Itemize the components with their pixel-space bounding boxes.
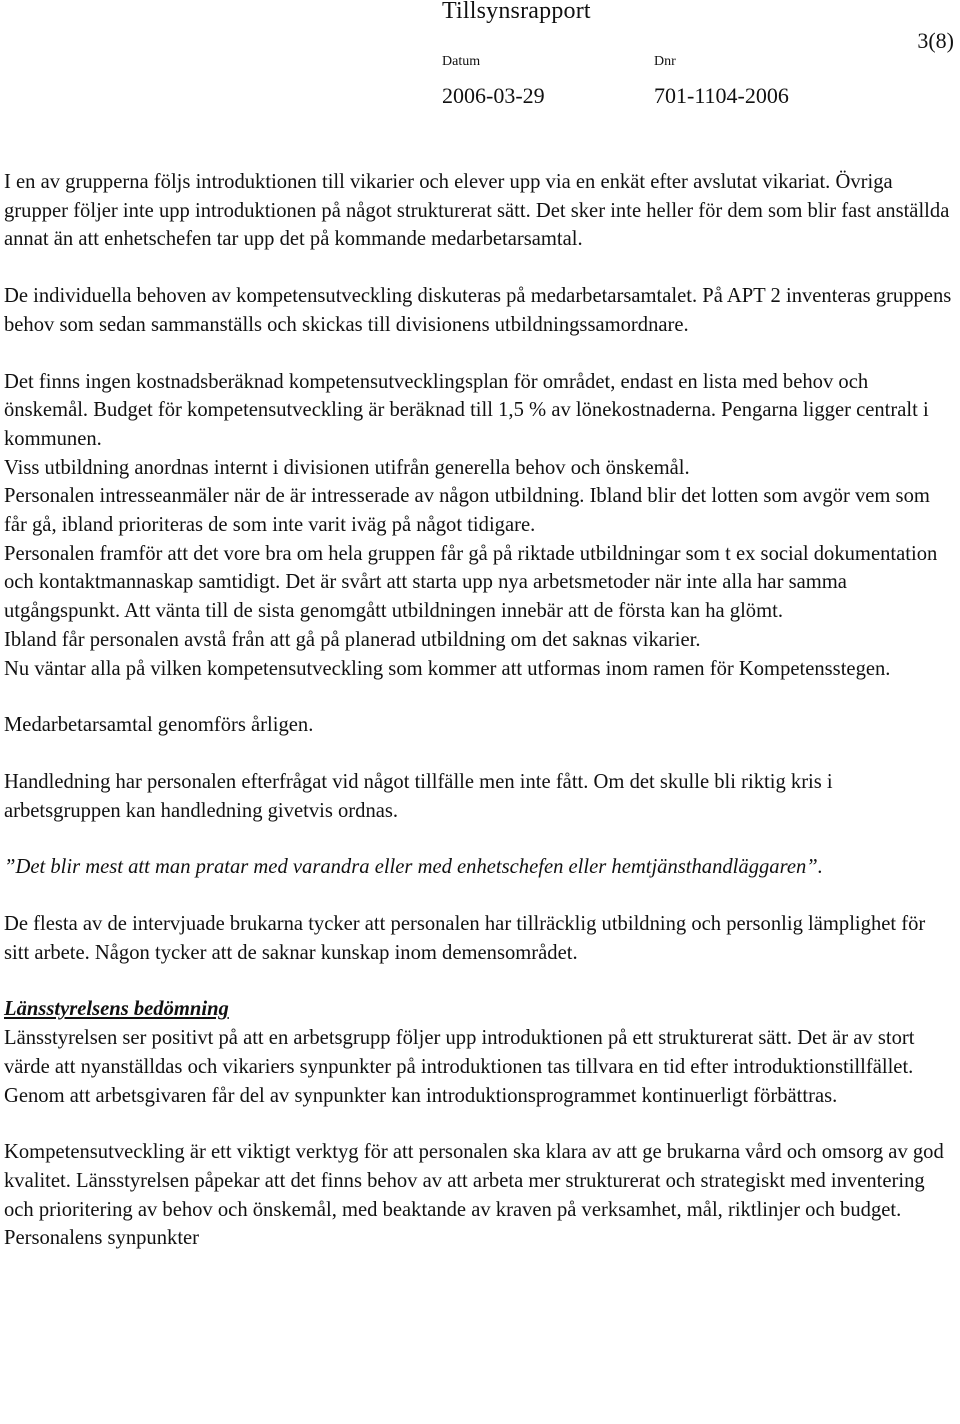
paragraph-clients: De flesta av de intervjuade brukarna tycker att personalen har tillräcklig utbildning och personlig lämplighet för sitt arbete. Någon tycker att de saknar kunskap inom demensområdet. [4, 913, 926, 964]
document-body [4, 168, 954, 1253]
date-label: Datum [442, 54, 481, 69]
date-value: 2006-03-29 [442, 83, 545, 108]
section-heading-assessment: Länsstyrelsens bedömning [4, 998, 229, 1021]
paragraph-appraisal: Medarbetarsamtal genomförs årligen. [4, 714, 314, 737]
paragraph-supervision: Handledning har personalen efterfrågat vid något tillfälle men inte fått. Om det skulle bli riktig kris i arbetsgruppen kan handledning givetvis ordnas. [4, 770, 833, 822]
quote-staff: ”Det blir mest att man pratar med varandra eller med enhetschefen eller hemtjänsthandläggaren”. [4, 856, 823, 879]
document-title: Tillsynsrapport [442, 0, 591, 24]
paragraph-assessment-competence: Kompetensutveckling är ett viktigt verktyg för att personalen ska klara av att ge brukarna vård och omsorg av god kvalitet. Länsstyrelsen påpekar att det finns behov av att arbeta mer strukturerat och strategiskt med inventering och prioritering av behov och önskemål, med beaktande av kraven på verksamhet, mål, riktlinjer och budget. Personalens synpunkter [4, 1141, 944, 1250]
paragraph-individual-needs: De individuella behoven av kompetensutveckling diskuteras på medarbetarsamtalet. På APT 2 inventeras gruppens behov som sedan sammanställs och skickas till divisionens utbildningssamordnare. [4, 285, 952, 336]
paragraph-group-training: Personalen framför att det vore bra om hela gruppen får gå på riktade utbildningar som t ex social dokumentation och kontaktmannaskap samtidigt. Det är svårt att starta upp nya arbetsmetoder när inte alla har samma utgångspunkt. Att vänta till de sista genomgått utbildningen innebär att de första kan ha glömt. [4, 542, 938, 623]
paragraph-kompetensstegen: Nu väntar alla på vilken kompetensutveckling som kommer att utformas inom ramen för Kompetensstegen. [4, 657, 891, 680]
paragraph-development-plan: Det finns ingen kostnadsberäknad kompetensutvecklingsplan för området, endast en lista med behov och önskemål. Budget för kompetensutveckling är beräknad till 1,5 % av lönekostnaderna. Pengarna ligger centralt i kommunen. [4, 370, 929, 450]
dnr-value: 701-1104-2006 [654, 83, 789, 108]
paragraph-substitutes: Ibland får personalen avstå från att gå på planerad utbildning om det saknas vikarier. [4, 628, 701, 651]
dnr-label: Dnr [654, 54, 676, 69]
page-header [0, 0, 960, 120]
paragraph-introduction-followup: I en av grupperna följs introduktionen till vikarier och elever upp via en enkät efter avslutat vikariat. Övriga grupper följer inte upp introduktionen på något strukturerat sätt. Det sker inte heller för dem som blir fast anställda annat än att enhetschefen tar upp det på kommande medarbetarsamtal. [4, 171, 950, 251]
paragraph-registration: Personalen intresseanmäler när de är intresserade av någon utbildning. Ibland blir det lotten som avgör vem som får gå, ibland prioriteras de som inte varit iväg på något tidigare. [4, 485, 930, 537]
page-number: 3(8) [917, 28, 954, 53]
paragraph-internal-training: Viss utbildning anordnas internt i divisionen utifrån generella behov och önskemål. [4, 456, 690, 479]
paragraph-assessment-introduction: Länsstyrelsen ser positivt på att en arbetsgrupp följer upp introduktionen på ett strukturerat sätt. Det är av stort värde att nyanställdas och vikariers synpunkter på introduktionen tas tillvara en tid efter introduktionstillfället. Genom att arbetsgivaren får del av synpunkter kan introduktionsprogrammet kontinuerligt förbättras. [4, 1027, 915, 1107]
